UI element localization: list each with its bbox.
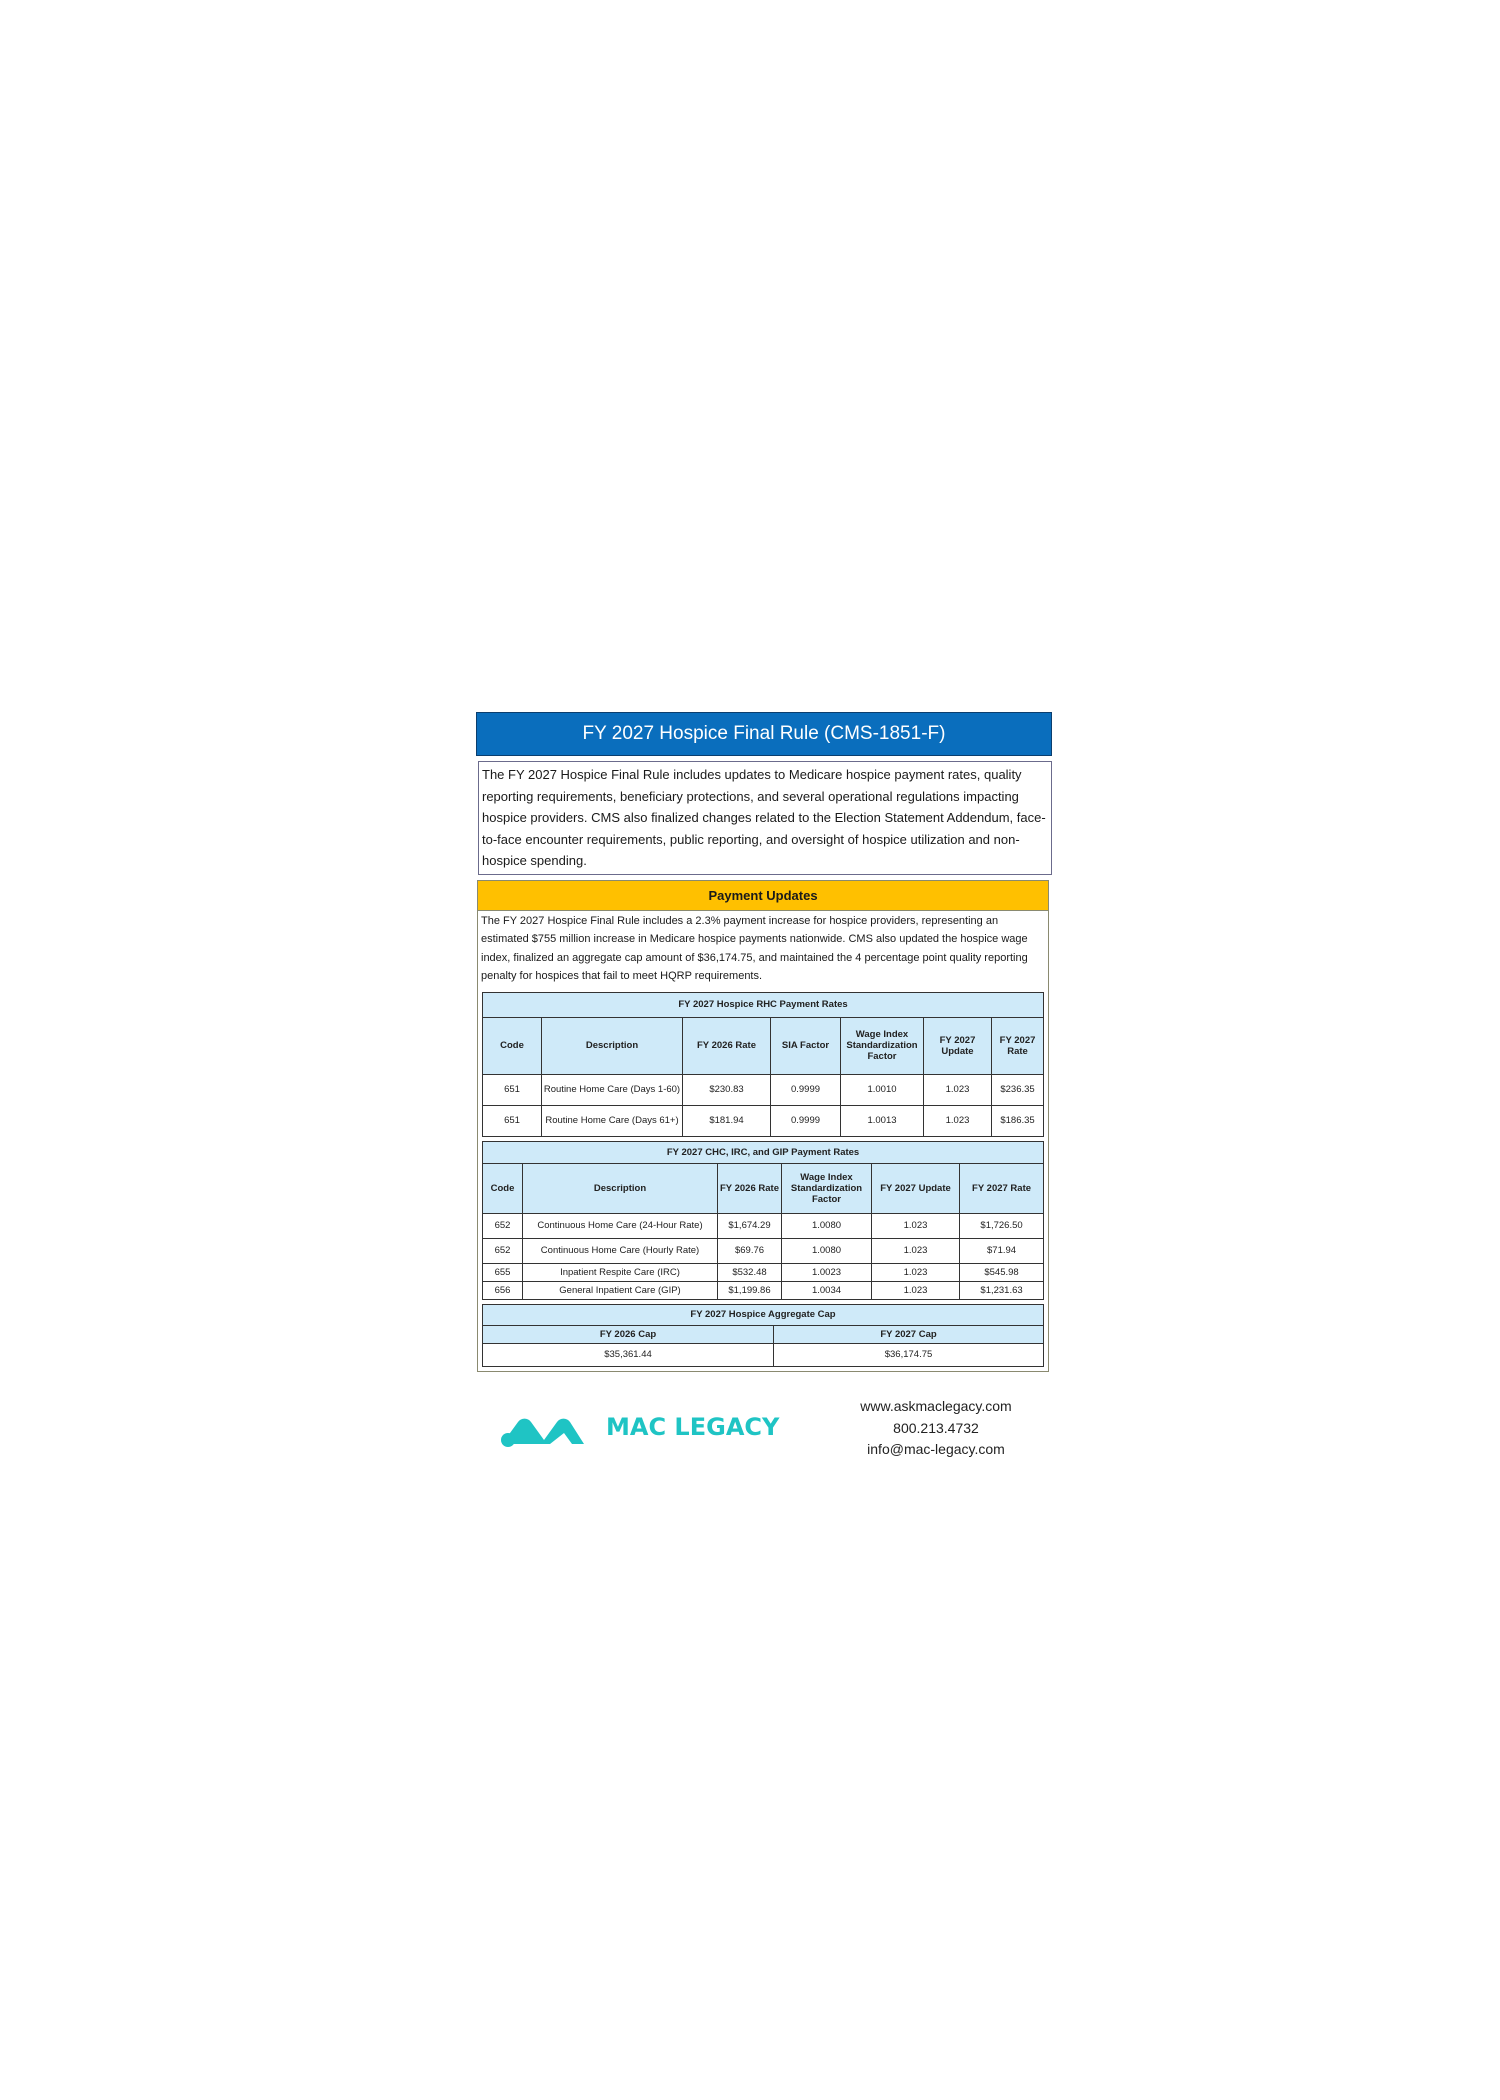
payment-paragraph: The FY 2027 Hospice Final Rule includes a 2.3% payment increase for hospice providers, representing an estimated $755 million increase in Medicare hospice payments nationwide. CMS also updated the hospice wage index, finalized an aggregate cap amount of $36,174.75, and maintained the 4 percentage point quality reporting penalty for hospices that fail to meet HQRP requirements. — [481, 914, 1028, 982]
document — [476, 712, 1052, 1372]
table-cell: 1.0034 — [782, 1281, 872, 1299]
page-title: FY 2027 Hospice Final Rule (CMS-1851-F) — [476, 712, 1052, 756]
aggregate-cap-table — [482, 1304, 1044, 1367]
column-header: SIA Factor — [771, 1017, 841, 1074]
table-cell: $545.98 — [960, 1263, 1044, 1281]
column-header: FY 2027 Update — [924, 1017, 992, 1074]
contact-info — [826, 1396, 1046, 1461]
table-cell: 1.0023 — [782, 1263, 872, 1281]
table-row — [483, 1343, 1044, 1366]
table-caption: FY 2027 CHC, IRC, and GIP Payment Rates — [483, 1141, 1044, 1163]
email-link[interactable]: info@mac-legacy.com — [867, 1441, 1005, 1457]
column-header: FY 2026 Rate — [718, 1163, 782, 1213]
column-header: Code — [483, 1163, 523, 1213]
table-row — [483, 1281, 1044, 1299]
footer — [476, 1396, 1052, 1466]
table-cell: $1,231.63 — [960, 1281, 1044, 1299]
table-cell: 656 — [483, 1281, 523, 1299]
column-header: FY 2027 Rate — [960, 1163, 1044, 1213]
column-header: FY 2027 Cap — [774, 1325, 1044, 1343]
table-row — [483, 1213, 1044, 1238]
table-cell: 1.023 — [872, 1238, 960, 1263]
column-header: Wage Index Standardization Factor — [782, 1163, 872, 1213]
logo-mark-icon — [498, 1410, 588, 1450]
column-header: Description — [542, 1017, 683, 1074]
table-row — [483, 1105, 1044, 1136]
column-header: Wage Index Standardization Factor — [841, 1017, 924, 1074]
table-cell: $71.94 — [960, 1238, 1044, 1263]
table-caption: FY 2027 Hospice RHC Payment Rates — [483, 992, 1044, 1017]
column-header: FY 2026 Rate — [683, 1017, 771, 1074]
website-link[interactable]: www.askmaclegacy.com — [860, 1398, 1012, 1414]
table-cell: 1.0010 — [841, 1074, 924, 1105]
table-cell: $186.35 — [992, 1105, 1044, 1136]
table-cell: Routine Home Care (Days 1-60) — [542, 1074, 683, 1105]
column-header: Description — [523, 1163, 718, 1213]
chc-irc-gip-rates-table — [482, 1141, 1044, 1300]
table-cell: 651 — [483, 1105, 542, 1136]
table-caption: FY 2027 Hospice Aggregate Cap — [483, 1304, 1044, 1325]
rhc-rates-table — [482, 992, 1044, 1137]
phone-number: 800.213.4732 — [893, 1419, 979, 1436]
table-cell: 1.023 — [872, 1281, 960, 1299]
intro-paragraph: The FY 2027 Hospice Final Rule includes updates to Medicare hospice payment rates, quality reporting requirements, beneficiary protections, and several operational regulations impacting hospice providers. CMS also finalized changes related to the Election Statement Addendum, face-to-face encounter requirements, public reporting, and oversight of hospice utilization and non-hospice spending. — [478, 761, 1052, 875]
table-cell: General Inpatient Care (GIP) — [523, 1281, 718, 1299]
table-cell: $532.48 — [718, 1263, 782, 1281]
table-row — [483, 1263, 1044, 1281]
column-header: FY 2027 Update — [872, 1163, 960, 1213]
table-cell: 652 — [483, 1213, 523, 1238]
table-row — [483, 1238, 1044, 1263]
column-header: Code — [483, 1017, 542, 1074]
table-cell: Continuous Home Care (24-Hour Rate) — [523, 1213, 718, 1238]
table-cell: 1.023 — [872, 1213, 960, 1238]
table-cell: 1.023 — [924, 1105, 992, 1136]
table-cell: $1,726.50 — [960, 1213, 1044, 1238]
table-cell: 1.023 — [872, 1263, 960, 1281]
payment-updates-section — [477, 880, 1049, 1372]
column-header: FY 2026 Cap — [483, 1325, 774, 1343]
table-cell: Routine Home Care (Days 61+) — [542, 1105, 683, 1136]
table-cell: 1.0013 — [841, 1105, 924, 1136]
table-cell: $35,361.44 — [483, 1343, 774, 1366]
table-cell: 655 — [483, 1263, 523, 1281]
table-cell: 1.0080 — [782, 1213, 872, 1238]
table-cell: $69.76 — [718, 1238, 782, 1263]
logo-text: MAC LEGACY — [606, 1413, 780, 1441]
table-cell: $181.94 — [683, 1105, 771, 1136]
company-logo — [498, 1410, 778, 1450]
table-cell: $236.35 — [992, 1074, 1044, 1105]
table-cell: $36,174.75 — [774, 1343, 1044, 1366]
table-cell: $1,674.29 — [718, 1213, 782, 1238]
section-heading: Payment Updates — [478, 881, 1048, 911]
table-cell: 652 — [483, 1238, 523, 1263]
table-cell: Inpatient Respite Care (IRC) — [523, 1263, 718, 1281]
table-cell: 1.0080 — [782, 1238, 872, 1263]
table-cell: Continuous Home Care (Hourly Rate) — [523, 1238, 718, 1263]
table-row — [483, 1074, 1044, 1105]
table-cell: $230.83 — [683, 1074, 771, 1105]
table-cell: $1,199.86 — [718, 1281, 782, 1299]
table-cell: 0.9999 — [771, 1074, 841, 1105]
table-cell: 651 — [483, 1074, 542, 1105]
column-header: FY 2027 Rate — [992, 1017, 1044, 1074]
table-cell: 0.9999 — [771, 1105, 841, 1136]
table-cell: 1.023 — [924, 1074, 992, 1105]
